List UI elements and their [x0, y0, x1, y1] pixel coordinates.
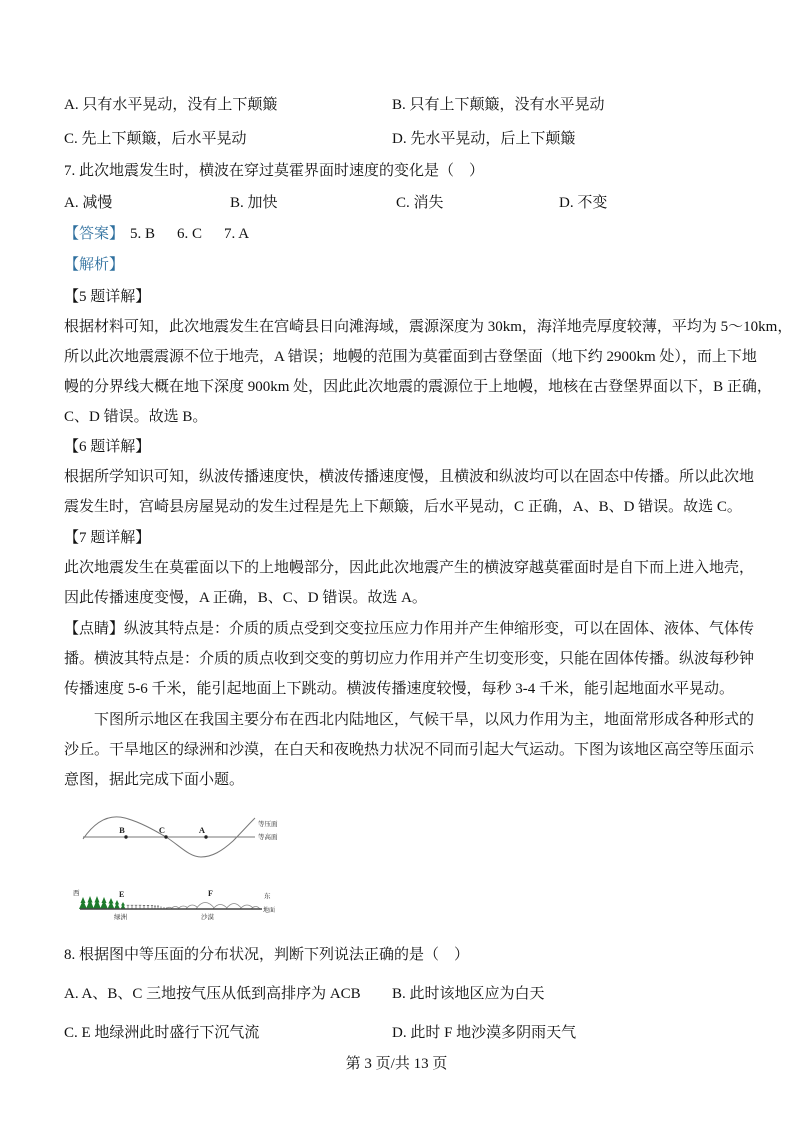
analysis-label: 【解析】 — [64, 257, 125, 273]
q6-option-c: C. 先上下颠簸，后水平晃动 — [64, 131, 247, 147]
q8-stem: 8. 根据图中等压面的分布状况，判断下列说法正确的是（ ） — [64, 947, 470, 963]
sand-dunes — [166, 903, 260, 910]
point-f-label: F — [208, 889, 213, 898]
q7-option-d: D. 不变 — [559, 195, 608, 211]
point-a-label: A — [198, 825, 206, 835]
intro-line2: 沙丘。干旱地区的绿洲和沙漠，在白天和夜晚热力状况不同而引起大气运动。下图为该地区高空等压面示 — [64, 742, 755, 758]
detail5-line3: 幔的分界线大概在地下深度 900km 处，因此此次地震的震源位于上地幔，地核在古登堡界面以下，B 正确， — [64, 379, 772, 395]
q6-option-b: B. 只有上下颠簸，没有水平晃动 — [392, 97, 605, 113]
point-b-dot — [124, 835, 127, 838]
detail6-line2: 震发生时，宫崎县房屋晃动的发生过程是先上下颠簸，后水平晃动，C 正确，A、B、D 错误。故选 C。 — [64, 499, 742, 515]
detail5-line1: 根据材料可知，此次地震发生在宫崎县日向滩海域，震源深度为 30km，海洋地壳厚度较薄，平均为 5～10km， — [64, 319, 793, 335]
q8-option-d: D. 此时 F 地沙漠多阴雨天气 — [392, 1025, 577, 1041]
tip-line2: 播。横波其特点是：介质的质点收到交变的剪切应力作用并产生切变形变，只能在固体传播。纵波每秒钟 — [64, 651, 755, 667]
detail5-line2: 所以此次地震震源不位于地壳，A 错误；地幔的范围为莫霍面到古登堡面（地下约 2900km 处），而上下地 — [64, 349, 757, 365]
point-b-label: B — [119, 825, 125, 835]
west-label: 西 — [73, 890, 80, 897]
q8-options-row-2 — [64, 1024, 740, 1043]
intro-line3: 意图，据此完成下面小题。 — [64, 772, 245, 788]
q8-option-b: B. 此时该地区应为白天 — [392, 986, 545, 1002]
q6-option-d: D. 先水平晃动，后上下颠簸 — [392, 131, 576, 147]
detail6-line1: 根据所学知识可知，纵波传播速度快，横波传播速度慢，且横波和纵波均可以在固态中传播。所以此次地 — [64, 469, 755, 485]
answer-line — [64, 225, 740, 244]
ground-label: 地面 — [263, 908, 276, 914]
detail5-header: 【5 题详解】 — [64, 289, 151, 305]
q7-option-b: B. 加快 — [230, 195, 278, 211]
level-surface-label: 等高面 — [258, 834, 278, 841]
q7-stem: 7. 此次地震发生时，横波在穿过莫霍界面时速度的变化是（ ） — [64, 163, 485, 179]
point-a-dot — [204, 835, 207, 838]
oasis-label: 绿洲 — [114, 914, 127, 921]
detail6-header: 【6 题详解】 — [64, 439, 151, 455]
answer-item-7: 7. A — [224, 226, 250, 242]
q7-option-c: C. 消失 — [396, 195, 444, 211]
q6-options-row-1 — [64, 96, 740, 115]
tip-line1: 【点睛】纵波其特点是：介质的质点受到交变拉压应力作用并产生伸缩形变，可以在固体、液体、气体传 — [64, 621, 755, 637]
tip-line3: 传播速度 5-6 千米，能引起地面上下跳动。横波传播速度较慢，每秒 3-4 千米，能引起地面水平晃动。 — [64, 681, 734, 697]
q6-options-row-2 — [64, 130, 740, 149]
point-c-dot — [164, 835, 167, 838]
point-e-label: E — [119, 890, 125, 899]
detail7-header: 【7 题详解】 — [64, 530, 151, 546]
isobaric-surface-label: 等压面 — [258, 821, 278, 828]
q8-option-c: C. E 地绿洲此时盛行下沉气流 — [64, 1025, 260, 1041]
detail7-line1: 此次地震发生在莫霍面以下的上地幔部分，因此此次地震产生的横波穿越莫霍面时是自下而上进入地壳， — [64, 560, 755, 576]
answer-item-5: 5. B — [130, 226, 156, 242]
q7-option-a: A. 减慢 — [64, 195, 113, 211]
q8-option-a: A. A、B、C 三地按气压从低到高排序为 ACB — [64, 986, 361, 1002]
page-number: 第 3 页/共 13 页 — [345, 1056, 448, 1072]
east-label: 东 — [264, 893, 271, 900]
desert-label: 沙漠 — [201, 914, 214, 921]
detail5-line4: C、D 错误。故选 B。 — [64, 409, 208, 425]
point-c-label: C — [158, 825, 166, 835]
isobaric-surface-figure — [70, 806, 310, 924]
q7-options-row — [64, 194, 740, 213]
intro-line1: 下图所示地区在我国主要分布在西北内陆地区，气候干旱，以风力作用为主，地面常形成各种形式的 — [94, 712, 755, 728]
q6-option-a: A. 只有水平晃动，没有上下颠簸 — [64, 97, 278, 113]
q8-options-row-1 — [64, 985, 740, 1004]
detail7-line2: 因此传播速度变慢，A 正确，B、C、D 错误。故选 A。 — [64, 590, 427, 606]
answer-label: 【答案】 — [64, 226, 125, 242]
answer-item-6: 6. C — [177, 226, 203, 242]
